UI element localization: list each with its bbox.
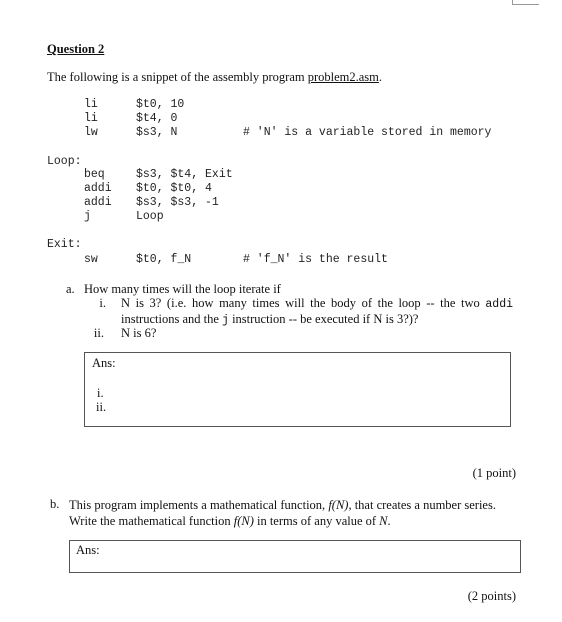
- intro-suffix: .: [378, 70, 383, 84]
- sub-i-code-j: j: [222, 314, 229, 327]
- function-name: f(N): [233, 514, 254, 528]
- sub-i-text: instruction -- be executed if N is 3?)?: [228, 312, 419, 326]
- sub-i-text: N is 3? (i.e. how many times will the body of the loop -- the two: [121, 296, 486, 310]
- intro-filename: problem2.asm: [307, 70, 379, 84]
- answer-i-marker: i.: [97, 386, 104, 400]
- sub-i-text: instructions and the: [121, 312, 223, 326]
- variable-n: N: [379, 514, 388, 528]
- code-args: $s3, $t4, Exit: [136, 168, 233, 181]
- part-a-question: How many times will the loop iterate if: [84, 282, 281, 296]
- code-args: $t0, 10: [136, 98, 185, 111]
- code-comment: # 'N' is a variable stored in memory: [243, 126, 492, 139]
- part-b-text: This program implements a mathematical function,: [69, 498, 329, 512]
- code-args: Loop: [136, 210, 164, 223]
- code-line: [0, 168, 562, 182]
- intro-text: The following is a snippet of the assembly program: [47, 70, 308, 84]
- code-line: [0, 182, 562, 196]
- code-op: li: [84, 112, 98, 125]
- code-args: $t0, f_N: [136, 253, 192, 266]
- answer-box-b[interactable]: [69, 540, 521, 573]
- part-b-marker: b.: [50, 497, 60, 511]
- part-b-text: .: [387, 514, 391, 528]
- code-op: j: [84, 210, 91, 223]
- answer-label: Ans:: [92, 356, 116, 370]
- code-op: sw: [84, 253, 98, 266]
- code-line: [0, 112, 562, 126]
- code-op: li: [84, 98, 98, 111]
- answer-box-a[interactable]: [84, 352, 511, 427]
- code-op: lw: [84, 126, 98, 139]
- question-title: Question 2: [47, 42, 105, 56]
- code-comment: # 'f_N' is the result: [243, 253, 388, 266]
- part-a-sub-ii-marker: ii.: [93, 326, 104, 340]
- answer-ii-marker: ii.: [96, 400, 107, 414]
- code-args: $s3, N: [136, 126, 178, 139]
- question-intro: [47, 70, 382, 85]
- page-corner-mark: [512, 0, 539, 5]
- part-a-marker: a.: [66, 282, 75, 296]
- part-a-sub-i-marker: i.: [99, 296, 106, 310]
- code-args: $t4, 0: [136, 112, 178, 125]
- part-a-sub-ii-text: N is 6?: [121, 326, 157, 340]
- code-args: $s3, $s3, -1: [136, 196, 219, 209]
- code-line: [0, 98, 562, 112]
- code-op: addi: [84, 182, 112, 195]
- code-line: [0, 196, 562, 210]
- code-op: addi: [84, 196, 112, 209]
- loop-label: Loop:: [47, 155, 82, 168]
- answer-label: Ans:: [76, 543, 100, 557]
- part-b-text: , that creates a number series. Write the mathematical function: [69, 498, 496, 528]
- exit-label: Exit:: [47, 238, 82, 251]
- code-line: [0, 210, 562, 224]
- sub-i-code-addi: addi: [485, 298, 513, 311]
- code-line: [0, 126, 562, 140]
- part-b-question: [69, 497, 519, 529]
- loop-label-line: [0, 155, 562, 169]
- code-line: [0, 253, 562, 267]
- points-b: (2 points): [467, 589, 516, 603]
- part-b-text: in terms of any value of: [253, 514, 380, 528]
- function-name: f(N): [328, 498, 349, 512]
- exit-label-line: [0, 238, 562, 252]
- part-a-sub-i-text: [121, 296, 513, 328]
- points-a: (1 point): [472, 466, 516, 480]
- code-op: beq: [84, 168, 105, 181]
- code-args: $t0, $t0, 4: [136, 182, 212, 195]
